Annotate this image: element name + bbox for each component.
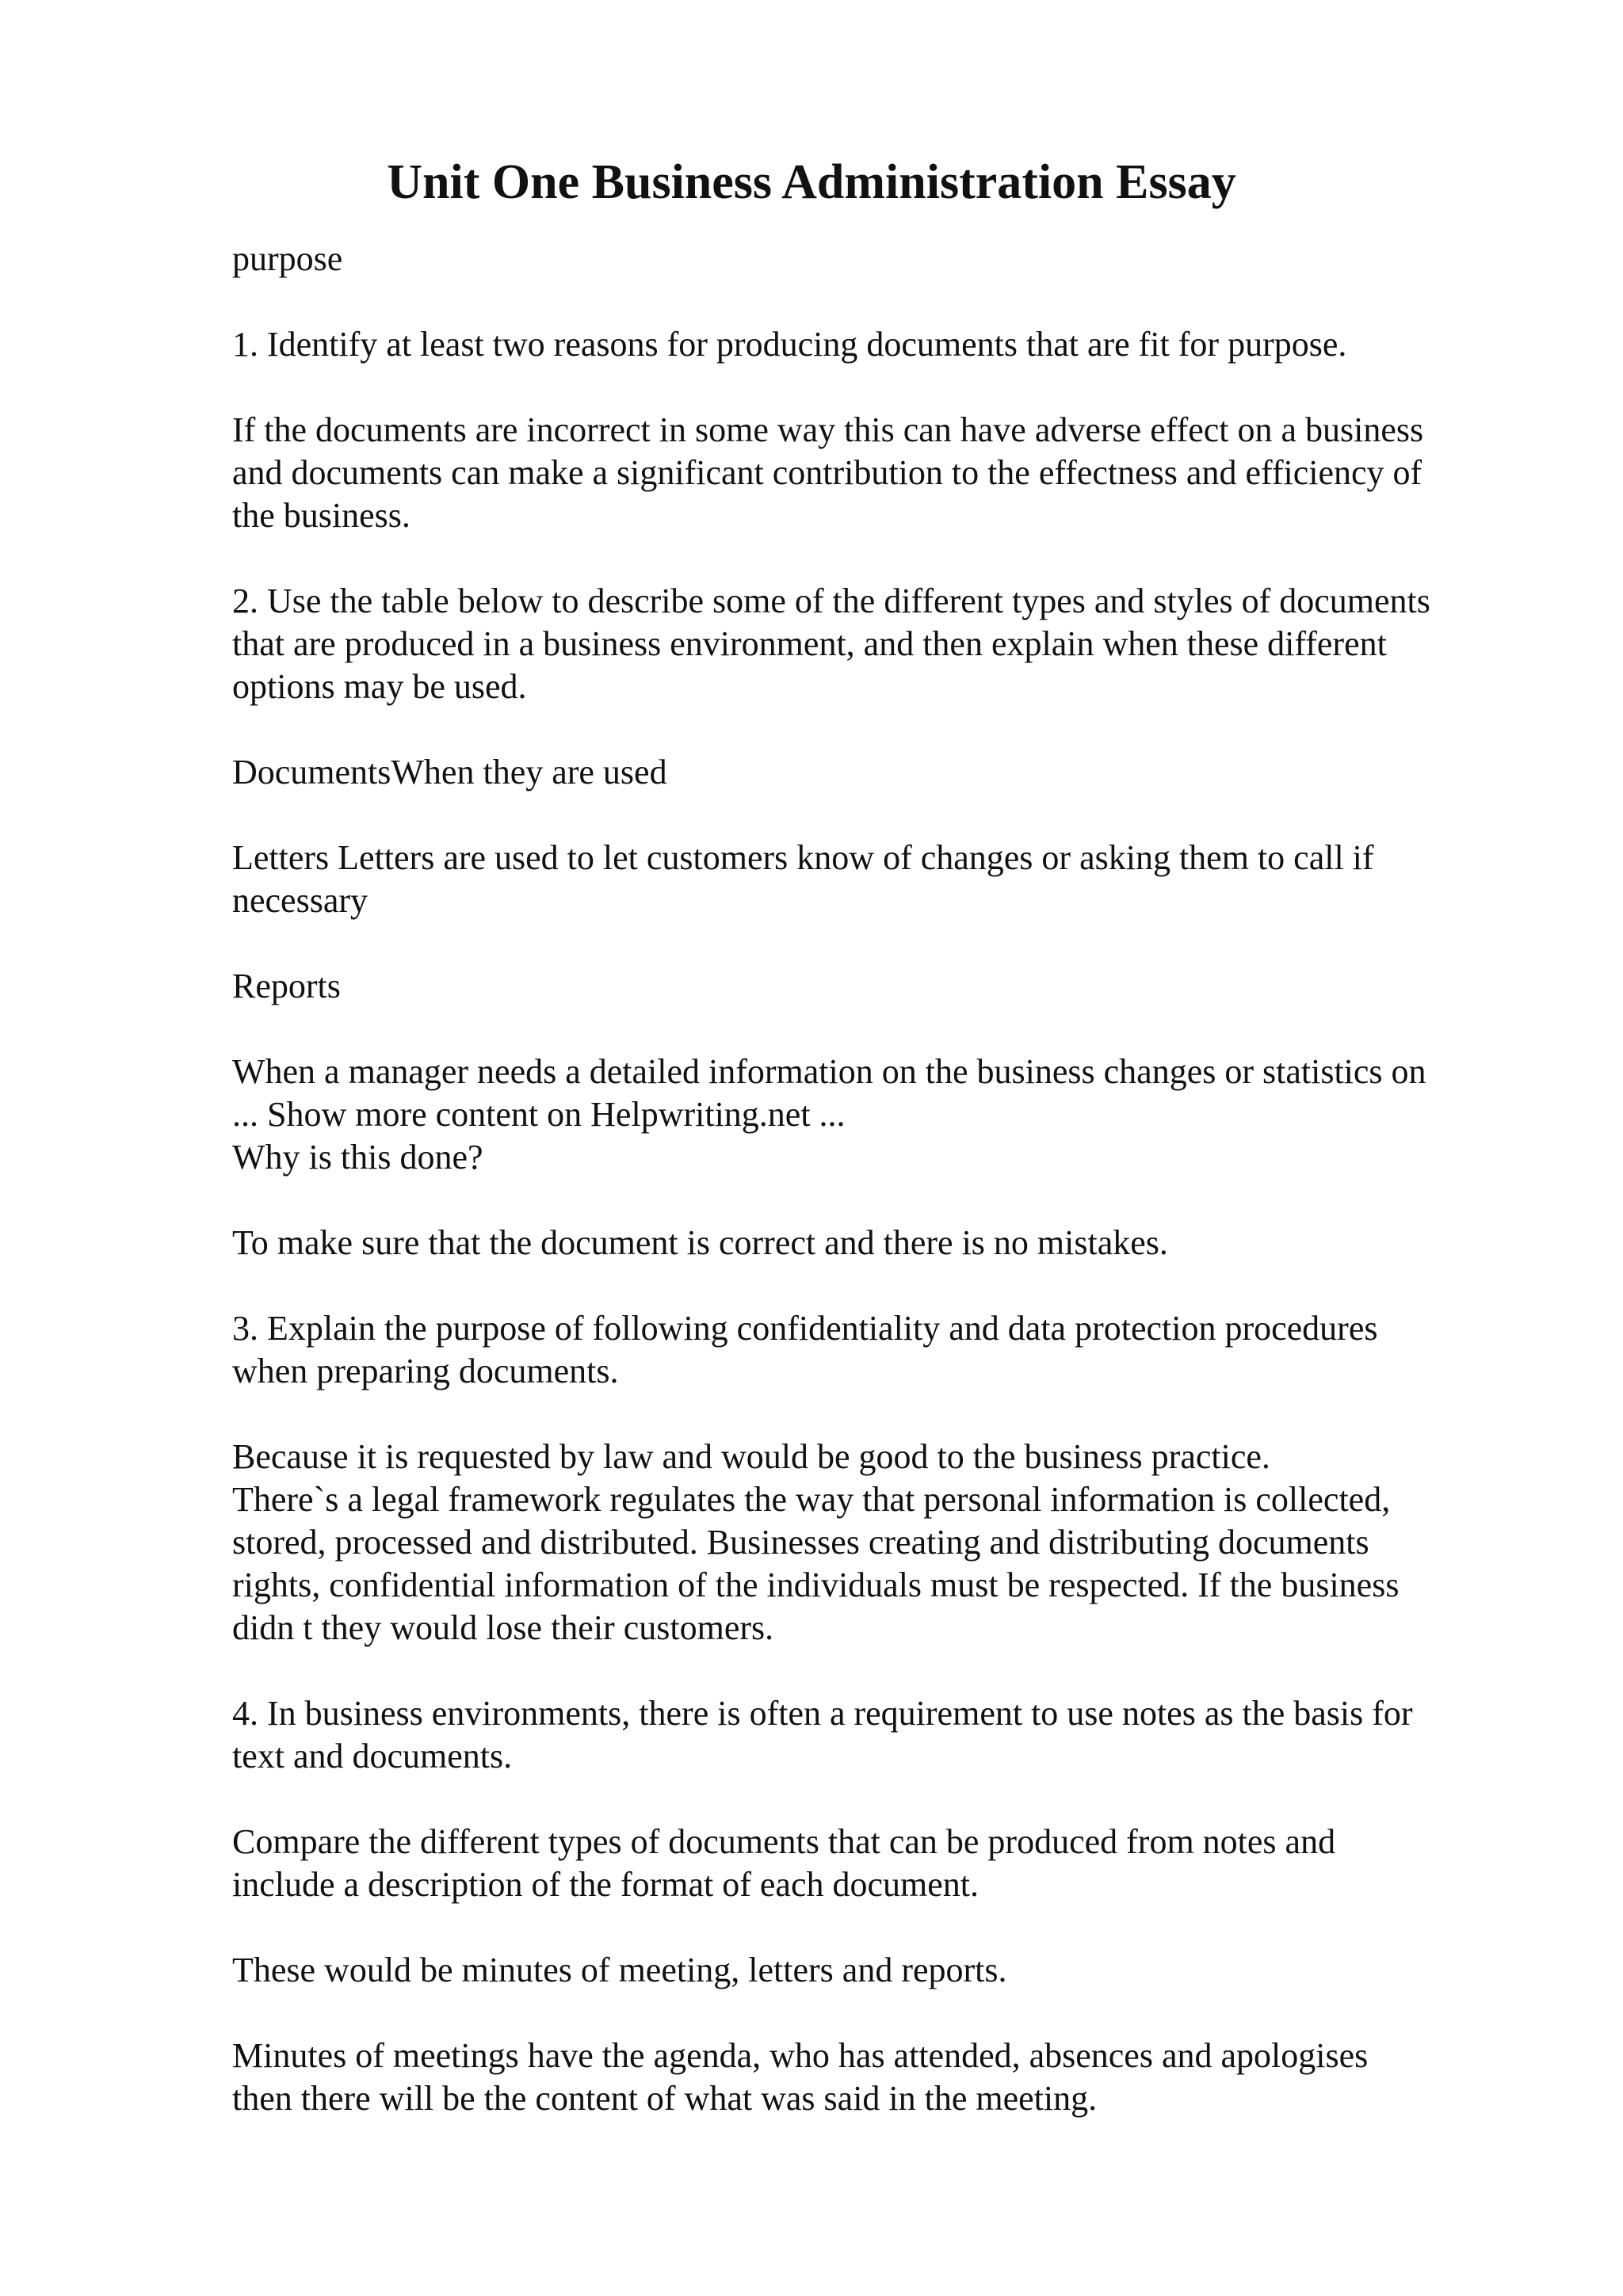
paragraph-letters-row	[232, 837, 1548, 922]
text-line: If the documents are incorrect in some way this can have adverse effect on a business	[232, 410, 1424, 449]
text-line: text and documents.	[232, 1737, 513, 1775]
paragraph-answer-3	[232, 1436, 1548, 1650]
text-line: These would be minutes of meeting, letters and reports.	[232, 1951, 1007, 1989]
text-line: the business.	[232, 496, 411, 535]
paragraph-purpose-heading	[232, 238, 1548, 280]
text-line: Compare the different types of documents that can be produced from notes and	[232, 1822, 1336, 1861]
text-line: and documents can make a significant contribution to the effectness and efficiency of	[232, 453, 1423, 492]
text-line: Minutes of meetings have the agenda, who has attended, absences and apologises	[232, 2036, 1369, 2075]
text-line: ... Show more content on Helpwriting.net ...	[232, 1095, 846, 1134]
paragraph-question-2	[232, 580, 1548, 708]
text-line: when preparing documents.	[232, 1352, 619, 1390]
text-line: 2. Use the table below to describe some of the different types and styles of documents	[232, 582, 1430, 620]
text-line: necessary	[232, 881, 369, 920]
paragraph-minutes-description	[232, 2035, 1548, 2120]
paragraph-question-3	[232, 1307, 1548, 1393]
document-body	[232, 238, 1548, 2120]
text-line: didn t they would lose their customers.	[232, 1608, 774, 1647]
text-line: Why is this done?	[232, 1138, 483, 1177]
paragraph-table-header	[232, 751, 1548, 794]
text-line: To make sure that the document is correct and there is no mistakes.	[232, 1223, 1168, 1262]
paragraph-question-4-compare	[232, 1821, 1548, 1906]
paragraph-question-1	[232, 323, 1548, 366]
text-line: that are produced in a business environment, and then explain when these different	[232, 624, 1387, 663]
text-line: Letters Letters are used to let customers know of changes or asking them to call if	[232, 838, 1374, 877]
text-line: 3. Explain the purpose of following confidentiality and data protection procedures	[232, 1309, 1378, 1348]
text-line: stored, processed and distributed. Businesses creating and distributing documents	[232, 1523, 1369, 1562]
paragraph-answer-4	[232, 1949, 1548, 1992]
text-line: purpose	[232, 239, 343, 278]
paragraph-reports-row	[232, 965, 1548, 1008]
paragraph-question-4	[232, 1692, 1548, 1778]
text-line: rights, confidential information of the individuals must be respected. If the business	[232, 1566, 1400, 1604]
text-line: There`s a legal framework regulates the way that personal information is collected,	[232, 1480, 1391, 1519]
text-line: When a manager needs a detailed information on the business changes or statistics on	[232, 1052, 1426, 1091]
text-line: then there will be the content of what was said in the meeting.	[232, 2079, 1098, 2118]
text-line: Because it is requested by law and would be good to the business practice.	[232, 1437, 1270, 1476]
paragraph-reports-description	[232, 1051, 1548, 1179]
paragraph-answer-why	[232, 1222, 1548, 1264]
text-line: include a description of the format of each document.	[232, 1865, 979, 1904]
text-line: 4. In business environments, there is often a requirement to use notes as the basis for	[232, 1694, 1413, 1733]
paragraph-answer-1	[232, 409, 1548, 537]
text-line: Reports	[232, 967, 341, 1005]
page-title: Unit One Business Administration Essay	[387, 155, 1236, 209]
text-line: options may be used.	[232, 667, 527, 706]
text-line: 1. Identify at least two reasons for producing documents that are fit for purpose.	[232, 325, 1347, 364]
text-line: DocumentsWhen they are used	[232, 753, 667, 791]
